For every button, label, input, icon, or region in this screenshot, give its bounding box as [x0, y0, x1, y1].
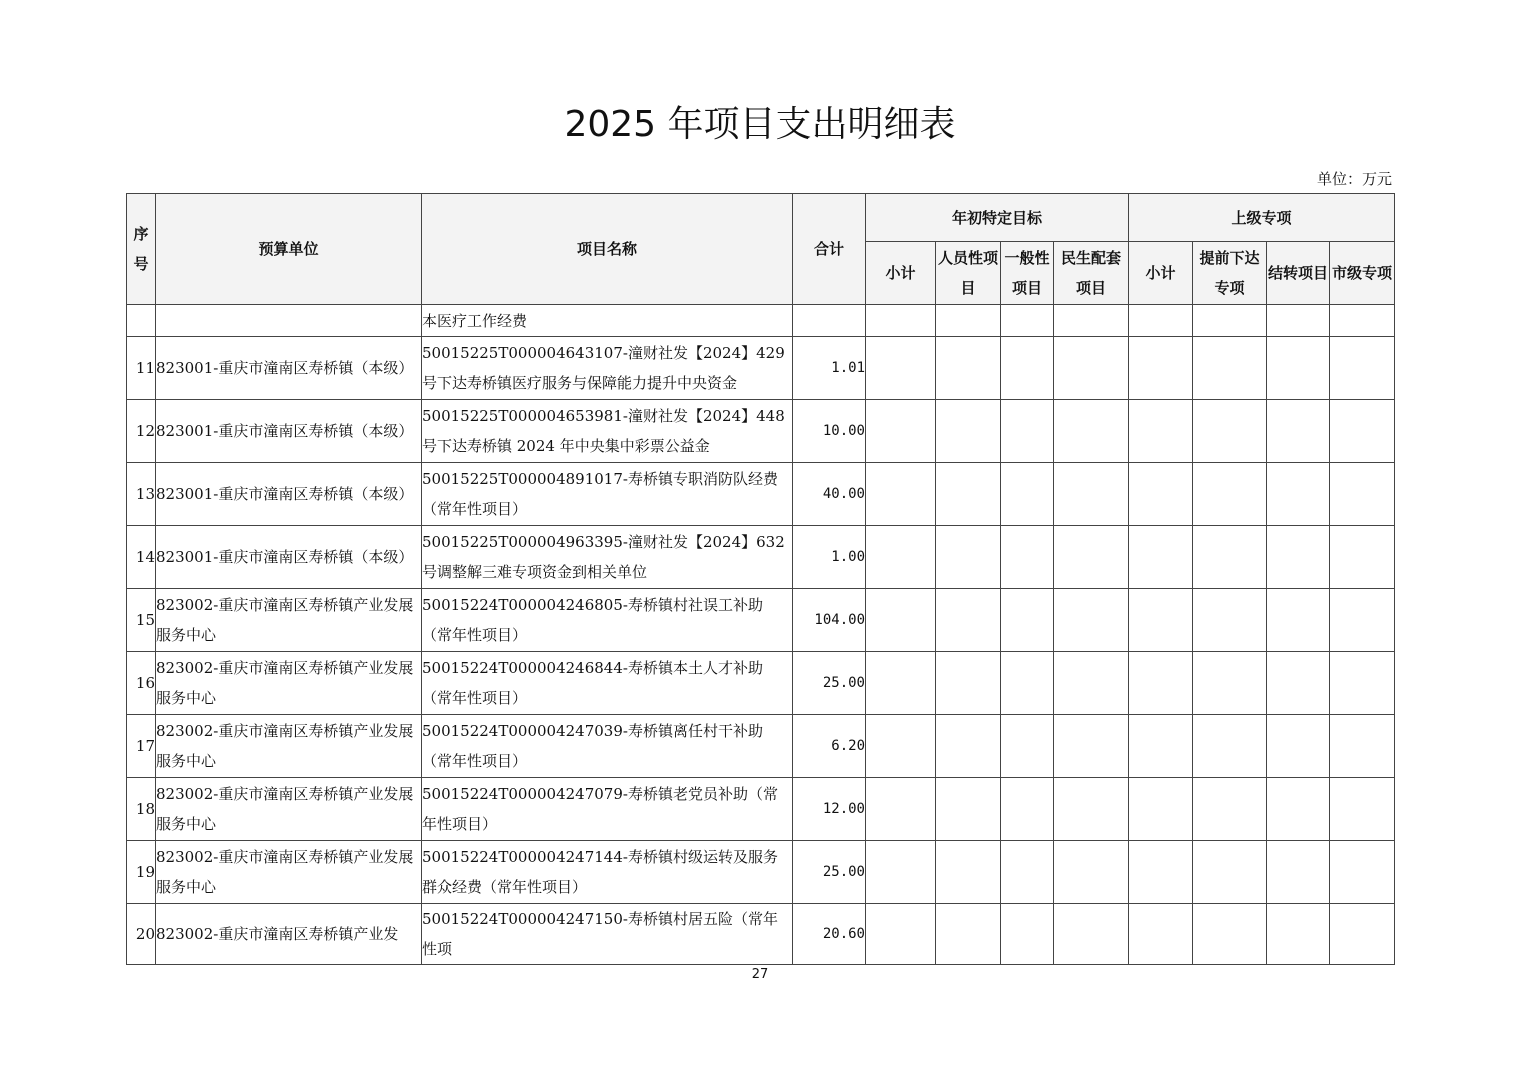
cell-empty — [1129, 400, 1193, 463]
header-total: 合计 — [793, 194, 866, 305]
cell-empty — [1129, 652, 1193, 715]
cell-empty — [936, 305, 1001, 337]
cell-project-name: 50015225T000004643107-潼财社发【2024】429 号下达寿桥镇医疗服务与保障能力提升中央资金 — [422, 337, 793, 400]
cell-budget-unit — [156, 305, 422, 337]
cell-empty — [1330, 715, 1395, 778]
cell-empty — [1330, 589, 1395, 652]
table-row — [127, 778, 1395, 841]
cell-empty — [1054, 652, 1129, 715]
cell-seq: 19 — [127, 841, 156, 904]
cell-empty — [1193, 526, 1267, 589]
cell-seq: 18 — [127, 778, 156, 841]
cell-budget-unit: 823002-重庆市潼南区寿桥镇产业发展服务中心 — [156, 778, 422, 841]
table-row — [127, 337, 1395, 400]
header-g2-subtotal: 小计 — [1129, 242, 1193, 305]
cell-empty — [936, 463, 1001, 526]
cell-empty — [1001, 337, 1054, 400]
table-row — [127, 589, 1395, 652]
cell-empty — [1330, 337, 1395, 400]
cell-total: 12.00 — [793, 778, 866, 841]
page-title: 2025 年项目支出明细表 — [564, 104, 956, 145]
cell-empty — [1267, 526, 1330, 589]
cell-project-name: 50015225T000004963395-潼财社发【2024】632 号调整解三难专项资金到相关单位 — [422, 526, 793, 589]
cell-empty — [1001, 589, 1054, 652]
cell-budget-unit: 823002-重庆市潼南区寿桥镇产业发 — [156, 904, 422, 965]
header-seq: 序号 — [127, 194, 156, 305]
cell-empty — [936, 778, 1001, 841]
cell-empty — [1193, 589, 1267, 652]
cell-empty — [1193, 652, 1267, 715]
cell-empty — [1267, 400, 1330, 463]
cell-seq: 14 — [127, 526, 156, 589]
cell-empty — [1193, 463, 1267, 526]
table-row — [127, 841, 1395, 904]
cell-empty — [1193, 904, 1267, 965]
cell-empty — [1267, 337, 1330, 400]
table-row — [127, 526, 1395, 589]
cell-empty — [1129, 337, 1193, 400]
cell-empty — [1267, 715, 1330, 778]
cell-project-name: 50015224T000004247144-寿桥镇村级运转及服务群众经费（常年性项目） — [422, 841, 793, 904]
cell-empty — [1129, 589, 1193, 652]
cell-empty — [1267, 463, 1330, 526]
cell-project-name: 本医疗工作经费 — [422, 305, 793, 337]
cell-budget-unit: 823002-重庆市潼南区寿桥镇产业发展服务中心 — [156, 715, 422, 778]
cell-seq: 16 — [127, 652, 156, 715]
cell-budget-unit: 823001-重庆市潼南区寿桥镇（本级） — [156, 526, 422, 589]
cell-empty — [1129, 715, 1193, 778]
cell-total: 25.00 — [793, 652, 866, 715]
cell-empty — [936, 337, 1001, 400]
cell-total: 1.01 — [793, 337, 866, 400]
cell-empty — [1267, 904, 1330, 965]
cell-empty — [1054, 526, 1129, 589]
cell-empty — [1193, 715, 1267, 778]
table-row — [127, 904, 1395, 965]
cell-empty — [1129, 463, 1193, 526]
header-group-superior-special: 上级专项 — [1129, 194, 1395, 242]
cell-empty — [866, 715, 936, 778]
unit-label: 单位：万元 — [1316, 170, 1392, 188]
cell-empty — [866, 400, 936, 463]
cell-seq: 20 — [127, 904, 156, 965]
cell-empty — [1054, 778, 1129, 841]
cell-seq — [127, 305, 156, 337]
cell-empty — [1054, 589, 1129, 652]
cell-empty — [1330, 652, 1395, 715]
cell-empty — [866, 337, 936, 400]
table-row — [127, 463, 1395, 526]
cell-budget-unit: 823002-重庆市潼南区寿桥镇产业发展服务中心 — [156, 652, 422, 715]
cell-total: 40.00 — [793, 463, 866, 526]
cell-empty — [1330, 526, 1395, 589]
cell-empty — [936, 904, 1001, 965]
cell-project-name: 50015224T000004247079-寿桥镇老党员补助（常年性项目） — [422, 778, 793, 841]
cell-empty — [1001, 526, 1054, 589]
table-row — [127, 305, 1395, 337]
table-row — [127, 400, 1395, 463]
cell-empty — [866, 589, 936, 652]
cell-empty — [1054, 904, 1129, 965]
cell-total: 1.00 — [793, 526, 866, 589]
cell-empty — [936, 841, 1001, 904]
cell-seq: 11 — [127, 337, 156, 400]
header-group-initial-targets: 年初特定目标 — [866, 194, 1129, 242]
cell-empty — [1267, 841, 1330, 904]
table-row — [127, 652, 1395, 715]
cell-empty — [1001, 841, 1054, 904]
header-g2-municipal: 市级专项 — [1330, 242, 1395, 305]
cell-empty — [1193, 841, 1267, 904]
cell-empty — [1001, 305, 1054, 337]
cell-budget-unit: 823001-重庆市潼南区寿桥镇（本级） — [156, 463, 422, 526]
cell-empty — [866, 305, 936, 337]
cell-empty — [1054, 841, 1129, 904]
header-g2-carryover: 结转项目 — [1267, 242, 1330, 305]
cell-empty — [1001, 400, 1054, 463]
cell-empty — [1267, 652, 1330, 715]
cell-total: 10.00 — [793, 400, 866, 463]
header-g1-subtotal: 小计 — [866, 242, 936, 305]
header-project-name: 项目名称 — [422, 194, 793, 305]
cell-empty — [1193, 305, 1267, 337]
cell-empty — [1193, 337, 1267, 400]
cell-empty — [1054, 463, 1129, 526]
cell-empty — [1330, 904, 1395, 965]
cell-empty — [936, 652, 1001, 715]
cell-empty — [1001, 904, 1054, 965]
cell-empty — [1129, 904, 1193, 965]
cell-empty — [936, 715, 1001, 778]
cell-total: 25.00 — [793, 841, 866, 904]
cell-empty — [1054, 337, 1129, 400]
cell-seq: 13 — [127, 463, 156, 526]
cell-project-name: 50015224T000004247150-寿桥镇村居五险（常年性项 — [422, 904, 793, 965]
expenditure-table — [126, 193, 1395, 965]
cell-empty — [866, 526, 936, 589]
cell-empty — [1330, 305, 1395, 337]
cell-empty — [1054, 715, 1129, 778]
cell-empty — [1001, 463, 1054, 526]
cell-empty — [1001, 778, 1054, 841]
cell-empty — [1330, 778, 1395, 841]
cell-seq: 12 — [127, 400, 156, 463]
cell-empty — [1193, 400, 1267, 463]
header-g1-livelihood: 民生配套项目 — [1054, 242, 1129, 305]
cell-empty — [1129, 305, 1193, 337]
cell-budget-unit: 823001-重庆市潼南区寿桥镇（本级） — [156, 337, 422, 400]
cell-empty — [1193, 778, 1267, 841]
cell-empty — [1267, 778, 1330, 841]
cell-empty — [1267, 305, 1330, 337]
cell-project-name: 50015224T000004246805-寿桥镇村社误工补助（常年性项目） — [422, 589, 793, 652]
cell-empty — [936, 526, 1001, 589]
cell-total — [793, 305, 866, 337]
cell-empty — [1001, 652, 1054, 715]
cell-empty — [1267, 589, 1330, 652]
cell-budget-unit: 823001-重庆市潼南区寿桥镇（本级） — [156, 400, 422, 463]
cell-total: 20.60 — [793, 904, 866, 965]
header-g1-personnel: 人员性项目 — [936, 242, 1001, 305]
cell-empty — [866, 841, 936, 904]
cell-project-name: 50015224T000004247039-寿桥镇离任村干补助（常年性项目） — [422, 715, 793, 778]
cell-project-name: 50015225T000004891017-寿桥镇专职消防队经费（常年性项目） — [422, 463, 793, 526]
cell-empty — [936, 400, 1001, 463]
cell-empty — [1330, 400, 1395, 463]
header-budget-unit: 预算单位 — [156, 194, 422, 305]
cell-seq: 17 — [127, 715, 156, 778]
cell-empty — [1129, 526, 1193, 589]
cell-empty — [1129, 778, 1193, 841]
cell-empty — [866, 463, 936, 526]
header-g1-general: 一般性项目 — [1001, 242, 1054, 305]
cell-total: 6.20 — [793, 715, 866, 778]
cell-empty — [866, 652, 936, 715]
header-g2-advance: 提前下达专项 — [1193, 242, 1267, 305]
cell-project-name: 50015225T000004653981-潼财社发【2024】448 号下达寿桥镇 2024 年中央集中彩票公益金 — [422, 400, 793, 463]
cell-empty — [1001, 715, 1054, 778]
cell-budget-unit: 823002-重庆市潼南区寿桥镇产业发展服务中心 — [156, 841, 422, 904]
cell-empty — [1054, 400, 1129, 463]
cell-empty — [1330, 841, 1395, 904]
page-number: 27 — [751, 967, 769, 982]
cell-empty — [1054, 305, 1129, 337]
cell-empty — [866, 904, 936, 965]
cell-total: 104.00 — [793, 589, 866, 652]
cell-empty — [1129, 841, 1193, 904]
cell-budget-unit: 823002-重庆市潼南区寿桥镇产业发展服务中心 — [156, 589, 422, 652]
cell-project-name: 50015224T000004246844-寿桥镇本土人才补助（常年性项目） — [422, 652, 793, 715]
table-row — [127, 715, 1395, 778]
cell-empty — [866, 778, 936, 841]
cell-seq: 15 — [127, 589, 156, 652]
cell-empty — [1330, 463, 1395, 526]
cell-empty — [936, 589, 1001, 652]
